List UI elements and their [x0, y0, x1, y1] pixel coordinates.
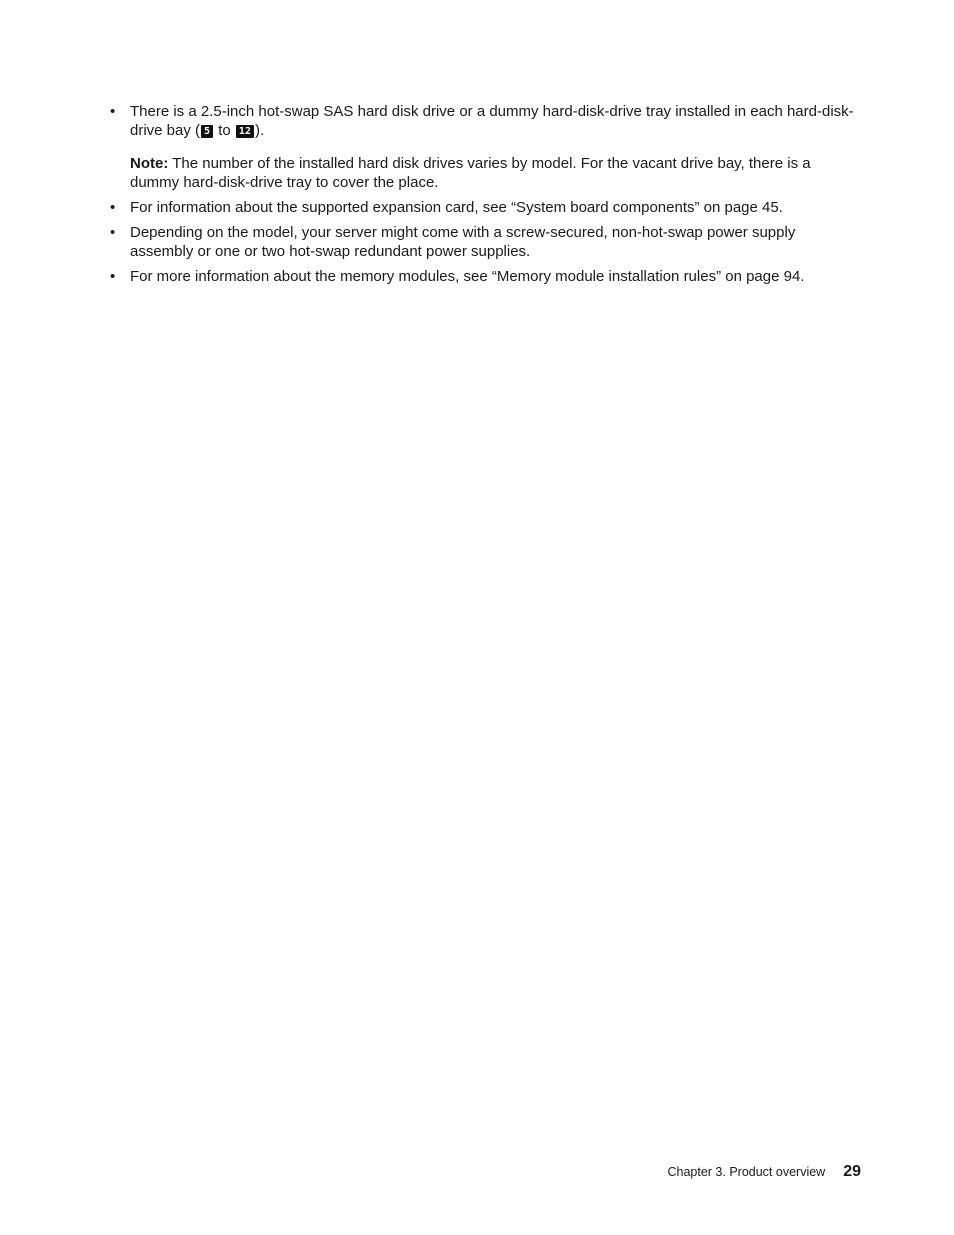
bullet-text-part: There is a 2.5-inch hot-swap SAS hard disk drive or a dummy hard-disk-drive tray installed in each hard-disk-drive bay ( — [130, 103, 854, 139]
note-label: Note: — [130, 155, 169, 172]
footer-chapter-title: Chapter 3. Product overview — [667, 1165, 826, 1179]
bullet-item-memory-modules — [110, 267, 860, 286]
bullet-icon: • — [110, 199, 116, 216]
page-footer — [667, 1163, 861, 1181]
bullet-text: For information about the supported expansion card, see “System board components” on page 45. — [130, 199, 783, 216]
callout-badge-start: 5 — [201, 125, 213, 138]
bullet-text-part: to — [214, 122, 235, 139]
bullet-icon: • — [110, 268, 116, 285]
bullet-item-power-supply — [110, 223, 860, 261]
bullet-text — [130, 102, 860, 140]
note-paragraph — [130, 154, 860, 192]
bullet-item-expansion-card — [110, 198, 860, 217]
bullet-icon: • — [110, 103, 116, 120]
bullet-item-hard-disk-bays — [110, 102, 860, 192]
bullet-text: For more information about the memory modules, see “Memory module installation rules” on page 94. — [130, 268, 805, 285]
footer-page-number: 29 — [843, 1163, 861, 1180]
bullet-text-part: ). — [254, 122, 265, 139]
note-text: The number of the installed hard disk drives varies by model. For the vacant drive bay, there is a dummy hard-disk-drive tray to cover the place. — [130, 155, 811, 191]
callout-badge-end: 12 — [236, 125, 254, 138]
bullet-icon: • — [110, 224, 116, 241]
document-body — [110, 102, 860, 292]
bullet-text: Depending on the model, your server might come with a screw-secured, non-hot-swap power supply assembly or one or two hot-swap redundant power supplies. — [130, 224, 796, 260]
